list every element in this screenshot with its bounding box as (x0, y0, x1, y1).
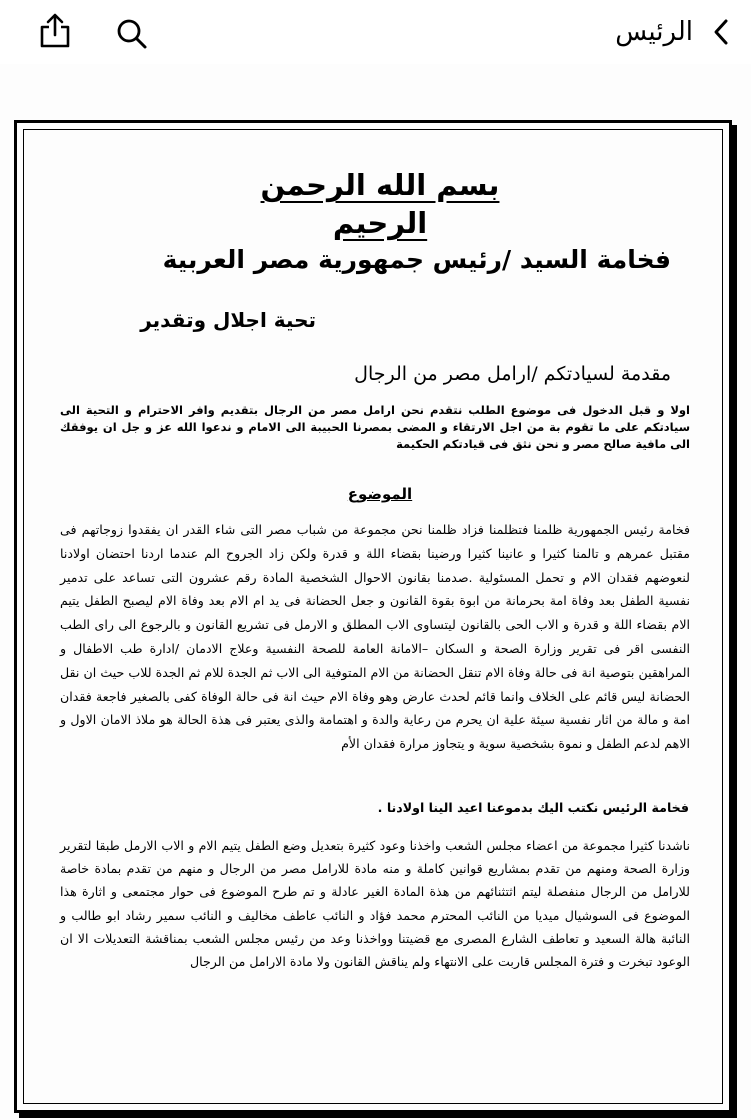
document-subject-heading: الموضوع (347, 485, 413, 503)
share-icon (38, 13, 72, 49)
document-opening-paragraph: اولا و قبل الدخول فى موضوع الطلب نتقدم نحن ارامل مصر من الرجال بتقديم وافر الاحترام و التحية الى سيادتكم على ما تقوم بة من اجل الارتقاء و المضى بمصرنا الحبيبة الى الامام و ندعوا الله عز و جل ان يوفقك الى مافية صالح مصر و نحن نثق فى قيادتكم الحكيمة (60, 403, 690, 451)
chevron-left-icon (712, 17, 730, 47)
share-button[interactable] (34, 10, 76, 52)
document-headline-2: فخامة الرئيس نكتب اليك بدموعنا اعيد الينا اولادنا . (377, 800, 689, 815)
document-addressee: فخامة السيد /رئيس جمهورية مصر العربية (162, 245, 671, 274)
document-body-paragraph-1: فخامة رئيس الجمهورية ظلمنا فتظلمنا فزاد ظلمنا نحن مجموعة من شباب مصر التى شاء القدر ان يفقدوا زوجاتهم فى مقتبل عمرهم و تالمنا كثيرا و عانينا كثيرا ورضينا بقضاء اللة و قدرة ولكن زاد الجروح الم عندما اردنا احتضان اولادنا لنعوضهم فقدان الام و تحمل المسئولية .صدمنا بقانون الاحوال الشخصية المادة رقم عشرون التى تساعد على تدمير نفسية الطفل بعد وفاة امة بحرمانة من ابوة بقوة القانون و جعل الحضانة فى يد ام الام بعد وفاة الام ليصبح الطفل يتيم الام بقضاء اللة و قدرة و الاب الحى بالقانون ليتساوى الاب المطلق و الارمل فى تشريع القانون و بالرجوع الى راى الطب النفسى اقر فى تقرير وزارة الصحة و السكان –الامانة العامة للصحة النفسية وعلاج الادمان /ادارة طب الاطفال و المراهقين بتوصية انة فى حالة وفاة الام تنقل الحضانة من الام المتوفية الى الاب ثم الجدة للام ثم الجدة للاب حيث ان نقل الحضانة ليس قائم على الخلاف وانما قائم لحدث عارض وهو وفاة الام حيث انة فى حالة الوفاة كفى بالصغير فاجعة فقدان امة و مالة من اثار نفسية سيئة علية ان يحرم من رعاية والدة و اهتمامة والذى يعتبر فى هذة الحالة هو ملاذ الامان الاول و الاهم لدعم الطفل و نموة بشخصية سوية و يتجاوز مرارة فقدان الأم (60, 522, 690, 752)
document-intro: مقدمة لسيادتكم /ارامل مصر من الرجال (354, 363, 671, 385)
document-basmala: بسم الله الرحمن الرحيم (260, 168, 500, 240)
document-greeting: تحية اجلال وتقدير (140, 308, 316, 332)
search-button[interactable] (112, 14, 152, 54)
document-body-paragraph-2: ناشدنا كثيرا مجموعة من اعضاء مجلس الشعب واخذنا وعود كثيرة بتعديل وضع الطفل يتيم الام و الاب الارمل طبقا لتقرير وزارة الصحة ومنهم من تقدم بمشاريع قوانين كاملة و منه مادة للارامل مصر من الرجال و منهم من تقدم بمادة خاصة للارامل من الرجال منفصلة ليتم اثتثنائهم من هذة المادة الغير عادلة و تم طرح الموضوع فى حوار مجتمعى و اثارة هذا الموضوع فى السوشيال ميديا من النائب المحترم محمد فؤاد و النائب عاطف مخاليف و النائب سمير رشاد ابو طالب و النائبة هالة السعيد و تعاطف الشارع المصرى مع قضيتنا وواخذنا وعد من رئيس مجلس الشعب بمناقشة التعديلات الا ان الوعود تبخرت و فترة المجلس قاربت على الانتهاء ولم يناقش القانون ولا مادة الارامل من الرجال (60, 838, 690, 970)
back-button[interactable] (709, 12, 733, 52)
top-bar (0, 0, 751, 64)
search-icon (116, 18, 148, 50)
page-title: الرئيس (615, 17, 693, 47)
